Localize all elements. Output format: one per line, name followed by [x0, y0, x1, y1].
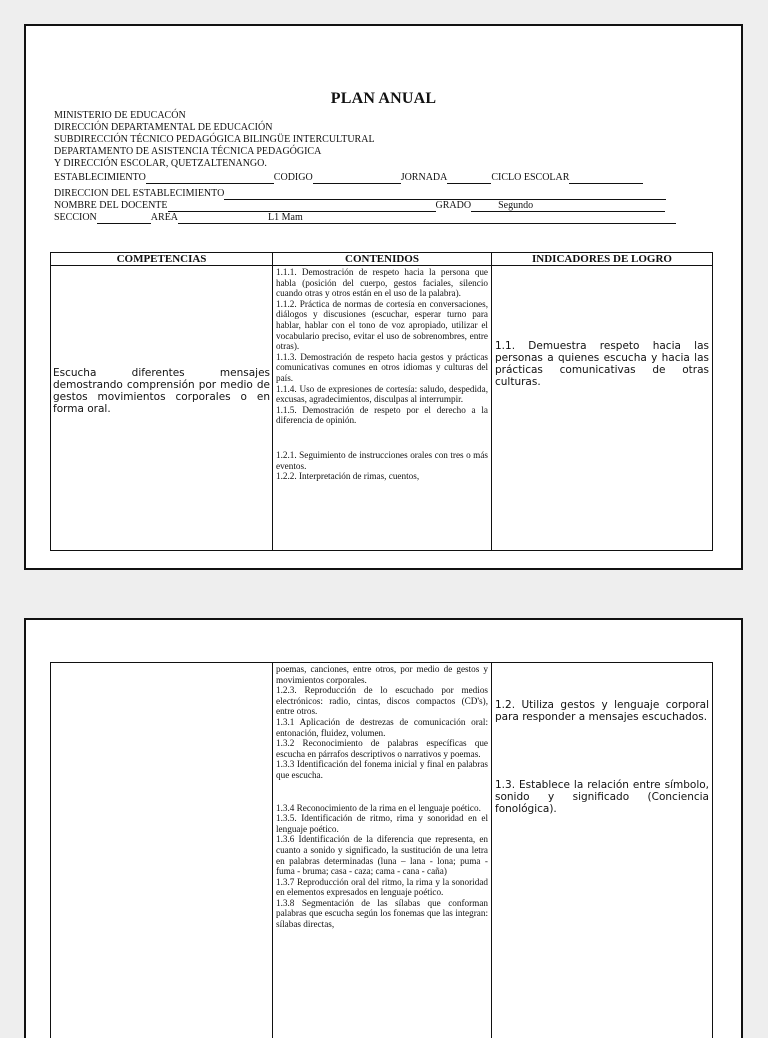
- grado-value: Segundo: [498, 200, 665, 212]
- blank-line: [471, 200, 498, 212]
- field-row-seccion: [54, 212, 686, 224]
- contenido-item: 1.3.6 Identificación de la diferencia que representa, en cuanto a sonido y significado, la sustitución de una letra en palabras determinadas (luna – lana - lona; puma - fuma - bruma; casa - caza; cama - cana - caña): [276, 834, 488, 876]
- field-label-direccion: DIRECCION DEL ESTABLECIMIENTO: [54, 188, 224, 200]
- header-line: DIRECCIÓN DEPARTAMENTAL DE EDUCACIÓN: [54, 122, 714, 134]
- contenido-item: 1.3.3 Identificación del fonema inicial y final en palabras que escucha.: [276, 759, 488, 780]
- header-line: Y DIRECCIÓN ESCOLAR, QUETZALTENANGO.: [54, 158, 714, 170]
- contenido-item: 1.2.1. Seguimiento de instrucciones orales con tres o más eventos.: [276, 450, 488, 471]
- document-page-1: [24, 24, 743, 570]
- contenido-item: 1.1.4. Uso de expresiones de cortesía: saludo, despedida, excusas, agradecimientos, disculpas al interrumpir.: [276, 384, 488, 405]
- blank-line: [146, 172, 274, 184]
- contenido-item: 1.2.2. Interpretación de rimas, cuentos,: [276, 471, 488, 482]
- table-row: [51, 266, 713, 551]
- contenido-item: 1.1.2. Práctica de normas de cortesía en conversaciones, diálogos y discusiones (escuchar, esperar turno para hablar, hablar con el tono de voz apropiado, utilizar el vocabulario preciso, evitar el uso de sobrenombres, entre otras).: [276, 299, 488, 352]
- field-label-jornada: JORNADA: [401, 172, 448, 184]
- document-page-2: [24, 618, 743, 1038]
- indicador-text: 1.1. Demuestra respeto hacia las personas a quienes escucha y hacia las prácticas comunicativas de otras culturas.: [492, 340, 712, 388]
- contenidos-list: [273, 663, 491, 931]
- contenidos-list: [273, 266, 491, 483]
- blank-line: [313, 172, 401, 184]
- plan-table: [50, 252, 713, 551]
- indicador-text: 1.2. Utiliza gestos y lenguaje corporal para responder a mensajes escuchados.: [492, 699, 712, 723]
- competencia-cell-empty: [51, 663, 273, 1038]
- competencia-cell: [51, 266, 273, 551]
- blank-line: [168, 200, 436, 212]
- contenido-item: 1.3.4 Reconocimiento de la rima en el lenguaje poético.: [276, 803, 488, 814]
- contenido-item: 1.2.3. Reproducción de lo escuchado por medios electrónicos: radio, cintas, discos compactos (CD's), entre otros.: [276, 685, 488, 717]
- contenido-item: 1.3.7 Reproducción oral del ritmo, la rima y la sonoridad en elementos expresados en lenguaje poético.: [276, 877, 488, 898]
- contenido-item: 1.1.5. Demostración de respeto por el derecho a la diferencia de opinión.: [276, 405, 488, 426]
- contenido-item: 1.1.3. Demostración de respeto hacia gestos y prácticas comunicativas comunes en otros idiomas y culturas del país.: [276, 352, 488, 384]
- contenido-item: 1.3.8 Segmentación de las sílabas que conforman palabras que escucha según los fonemas que las integran: sílabas directas,: [276, 898, 488, 930]
- competencia-text: Escucha diferentes mensajes demostrando comprensión por medio de gestos movimientos corporales o en forma oral.: [51, 367, 272, 415]
- header-contenidos: CONTENIDOS: [273, 253, 492, 266]
- blank-line: [97, 212, 151, 224]
- table-header-row: [51, 253, 713, 266]
- field-label-area: AREA: [151, 212, 178, 224]
- contenido-item: 1.1.1. Demostración de respeto hacia la persona que habla (posición del cuerpo, gestos faciales, silencio cuando otras y otros están en el uso de la palabra).: [276, 267, 488, 299]
- plan-table-continued: [50, 662, 713, 1038]
- contenidos-cell: [273, 663, 492, 1038]
- field-row-establecimiento: [54, 172, 686, 184]
- blank-line: [178, 212, 268, 224]
- field-label-codigo: CODIGO: [274, 172, 313, 184]
- header-indicadores: INDICADORES DE LOGRO: [492, 253, 713, 266]
- field-label-grado: GRADO: [436, 200, 472, 212]
- indicador-cell: [492, 663, 713, 1038]
- field-label-ciclo: CICLO ESCOLAR: [491, 172, 569, 184]
- header-line: MINISTERIO DE EDUCACÓN: [54, 110, 714, 122]
- field-row-docente: [54, 200, 686, 212]
- field-label-docente: NOMBRE DEL DOCENTE: [54, 200, 168, 212]
- contenido-item: 1.3.5. Identificación de ritmo, rima y sonoridad en el lenguaje poético.: [276, 813, 488, 834]
- table-row: [51, 663, 713, 1038]
- indicador-cell: [492, 266, 713, 551]
- contenido-item: 1.3.1 Aplicación de destrezas de comunicación oral: entonación, fluidez, volumen.: [276, 717, 488, 738]
- document-title: PLAN ANUAL: [26, 90, 741, 108]
- contenido-item: 1.3.2 Reconocimiento de palabras específicas que escucha en párrafos descriptivos o narrativos y poemas.: [276, 738, 488, 759]
- blank-line: [569, 172, 643, 184]
- header-line: SUBDIRECCIÓN TÉCNICO PEDAGÓGICA BILINGÜE INTERCULTURAL: [54, 134, 714, 146]
- field-label-establecimiento: ESTABLECIMIENTO: [54, 172, 146, 184]
- header-competencias: COMPETENCIAS: [51, 253, 273, 266]
- field-label-seccion: SECCION: [54, 212, 97, 224]
- blank-line: [447, 172, 491, 184]
- area-value: L1 Mam: [268, 212, 676, 224]
- contenido-item: poemas, canciones, entre otros, por medio de gestos y movimientos corporales.: [276, 664, 488, 685]
- indicador-text: 1.3. Establece la relación entre símbolo, sonido y significado (Conciencia fonológica).: [492, 779, 712, 815]
- institution-header: [54, 110, 714, 170]
- header-line: DEPARTAMENTO DE ASISTENCIA TÉCNICA PEDAGÓGICA: [54, 146, 714, 158]
- contenidos-cell: [273, 266, 492, 551]
- field-row-direccion: [54, 188, 686, 200]
- blank-line: [224, 188, 666, 200]
